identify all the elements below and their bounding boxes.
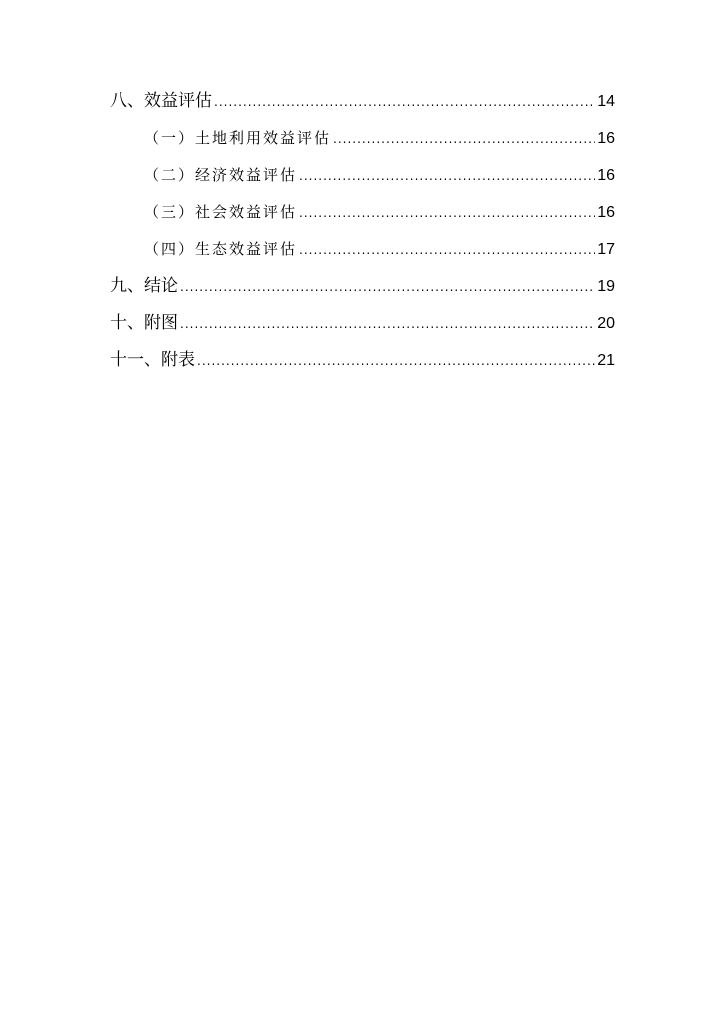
toc-entry-title: 八、效益评估 (110, 91, 212, 111)
toc-page-number: 16 (597, 167, 615, 184)
toc-page-number: 16 (597, 204, 615, 221)
toc-entry-ecological-benefit[interactable] (110, 234, 615, 271)
toc-dot-leader (333, 124, 595, 154)
toc-dot-leader (299, 198, 595, 228)
toc-entry-attached-figures[interactable] (110, 308, 615, 345)
toc-dot-leader (197, 346, 595, 376)
toc-entry-title: 十、附图 (110, 313, 178, 333)
toc-entry-attached-tables[interactable] (110, 345, 615, 382)
toc-entry-economic-benefit[interactable] (110, 160, 615, 197)
toc-entry-title: （一）土地利用效益评估 (144, 129, 332, 147)
toc-dot-leader (299, 161, 595, 191)
toc-entry-conclusion[interactable] (110, 271, 615, 308)
toc-page-number: 16 (597, 130, 615, 147)
table-of-contents (110, 86, 615, 382)
toc-page-number: 20 (597, 315, 615, 332)
toc-entry-title: （四）生态效益评估 (144, 240, 298, 258)
toc-page-number: 17 (597, 241, 615, 258)
toc-entry-social-benefit[interactable] (110, 197, 615, 234)
toc-dot-leader (214, 87, 595, 117)
toc-dot-leader (180, 272, 595, 302)
toc-entry-benefit-evaluation[interactable] (110, 86, 615, 123)
toc-page-number: 19 (597, 278, 615, 295)
toc-entry-title: 九、结论 (110, 276, 178, 296)
toc-entry-land-use-benefit[interactable] (110, 123, 615, 160)
toc-page-number: 14 (597, 93, 615, 110)
toc-entry-title: （二）经济效益评估 (144, 166, 298, 184)
toc-dot-leader (299, 235, 595, 265)
toc-entry-title: 十一、附表 (110, 350, 195, 370)
toc-page-number: 21 (597, 352, 615, 369)
toc-dot-leader (180, 309, 595, 339)
toc-entry-title: （三）社会效益评估 (144, 203, 298, 221)
